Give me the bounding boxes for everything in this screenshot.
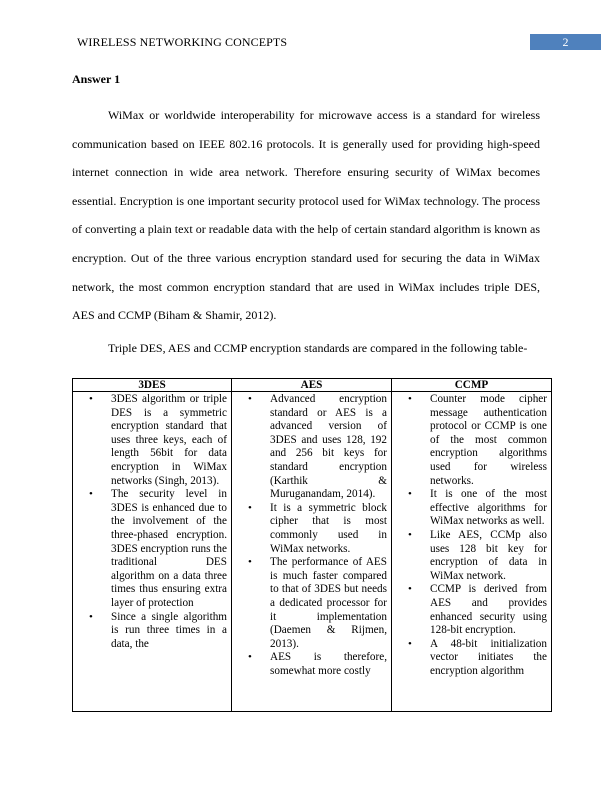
list-item xyxy=(408,393,547,488)
bullet-icon: • xyxy=(248,501,252,514)
bullet-icon: • xyxy=(248,393,252,405)
list-item xyxy=(408,637,547,679)
bullet-icon: • xyxy=(89,488,93,501)
bullet-icon: • xyxy=(89,393,93,405)
list-item-text: It is a symmetric block cipher that is most commonly used in WiMax networks. xyxy=(270,501,387,555)
list-item-text: AES is therefore, somewhat more costly xyxy=(270,651,387,677)
page-number-badge: 2 xyxy=(530,34,601,50)
list-item-text: CCMP is derived from AES and provides enhanced security using 128-bit encryption. xyxy=(430,583,547,637)
list-item-text: It is one of the most effective algorithms for WiMax networks as well. xyxy=(430,488,547,528)
column-header-aes: AES xyxy=(232,379,392,392)
bullet-list-3des xyxy=(77,393,227,651)
bullet-icon: • xyxy=(248,651,252,664)
bullet-icon: • xyxy=(89,610,93,623)
list-item-text: Since a single algorithm is run three times in a data, the xyxy=(111,610,227,650)
list-item xyxy=(248,501,387,556)
table-header-row xyxy=(73,379,552,392)
bullet-icon: • xyxy=(408,488,412,501)
bullet-icon: • xyxy=(408,637,412,650)
cell-3des xyxy=(73,392,232,712)
bullet-list-ccmp xyxy=(396,393,547,678)
comparison-table xyxy=(72,378,552,712)
column-header-ccmp: CCMP xyxy=(392,379,552,392)
table-row xyxy=(73,392,552,712)
cell-aes xyxy=(232,392,392,712)
answer-heading: Answer 1 xyxy=(72,72,121,86)
list-item-text: 3DES algorithm or triple DES is a symmetric encryption standard that uses three keys, each of length 56bit for data encryption in WiMax networks (Singh, 2013). xyxy=(111,393,227,487)
cell-ccmp xyxy=(392,392,552,712)
bullet-icon: • xyxy=(408,583,412,596)
bullet-icon: • xyxy=(408,393,412,405)
list-item-text: The performance of AES is much faster compared to that of 3DES but needs a dedicated processor for it implementation (Daemen & Rijmen, 2013). xyxy=(270,556,387,650)
answer-paragraph: WiMax or worldwide interoperability for microwave access is a standard for wireless communication based on IEEE 802.16 protocols. It is generally used for providing high-speed internet connection in wide area network. Therefore ensuring security of WiMax becomes essential. Encryption is one important security protocol used for WiMax technology. The process of converting a plain text or readable data with the help of certain standard algorithm is known as encryption. Out of the three various encryption standard used for securing the data in WiMax network, the most common encryption standard that are used in WiMax includes triple DES, AES and CCMP (Biham & Shamir, 2012). xyxy=(72,108,540,323)
list-item xyxy=(408,583,547,637)
list-item xyxy=(248,556,387,651)
list-item xyxy=(89,393,227,488)
bullet-icon: • xyxy=(248,556,252,569)
table-intro: Triple DES, AES and CCMP encryption standards are compared in the following table- xyxy=(108,341,528,355)
bullet-icon: • xyxy=(408,528,412,541)
list-item-text: The security level in 3DES is enhanced due to the involvement of the three-phased encryption. 3DES encryption runs the traditional DES algorithm on a data three times thus ensuring extra layer of protection xyxy=(111,488,227,609)
list-item-text: Advanced encryption standard or AES is a advanced version of 3DES and uses 128, 192 and 256 bit keys for standard encryption (Karthik & Muruganandam, 2014). xyxy=(270,393,387,501)
list-item-text: Counter mode cipher message authentication protocol or CCMP is one of the most common encryption algorithms used for wireless networks. xyxy=(430,393,547,487)
list-item xyxy=(408,488,547,529)
column-header-3des: 3DES xyxy=(73,379,232,392)
bullet-list-aes xyxy=(236,393,387,678)
list-item-text: Like AES, CCMp also uses 128 bit key for encryption of data in WiMax network. xyxy=(430,528,547,582)
list-item-text: A 48-bit initialization vector initiates the encryption algorithm xyxy=(430,637,547,677)
list-item xyxy=(408,528,547,583)
list-item xyxy=(89,610,227,652)
list-item xyxy=(248,393,387,502)
list-item xyxy=(89,488,227,610)
running-header-title: WIRELESS NETWORKING CONCEPTS xyxy=(77,35,288,49)
list-item xyxy=(248,651,387,678)
